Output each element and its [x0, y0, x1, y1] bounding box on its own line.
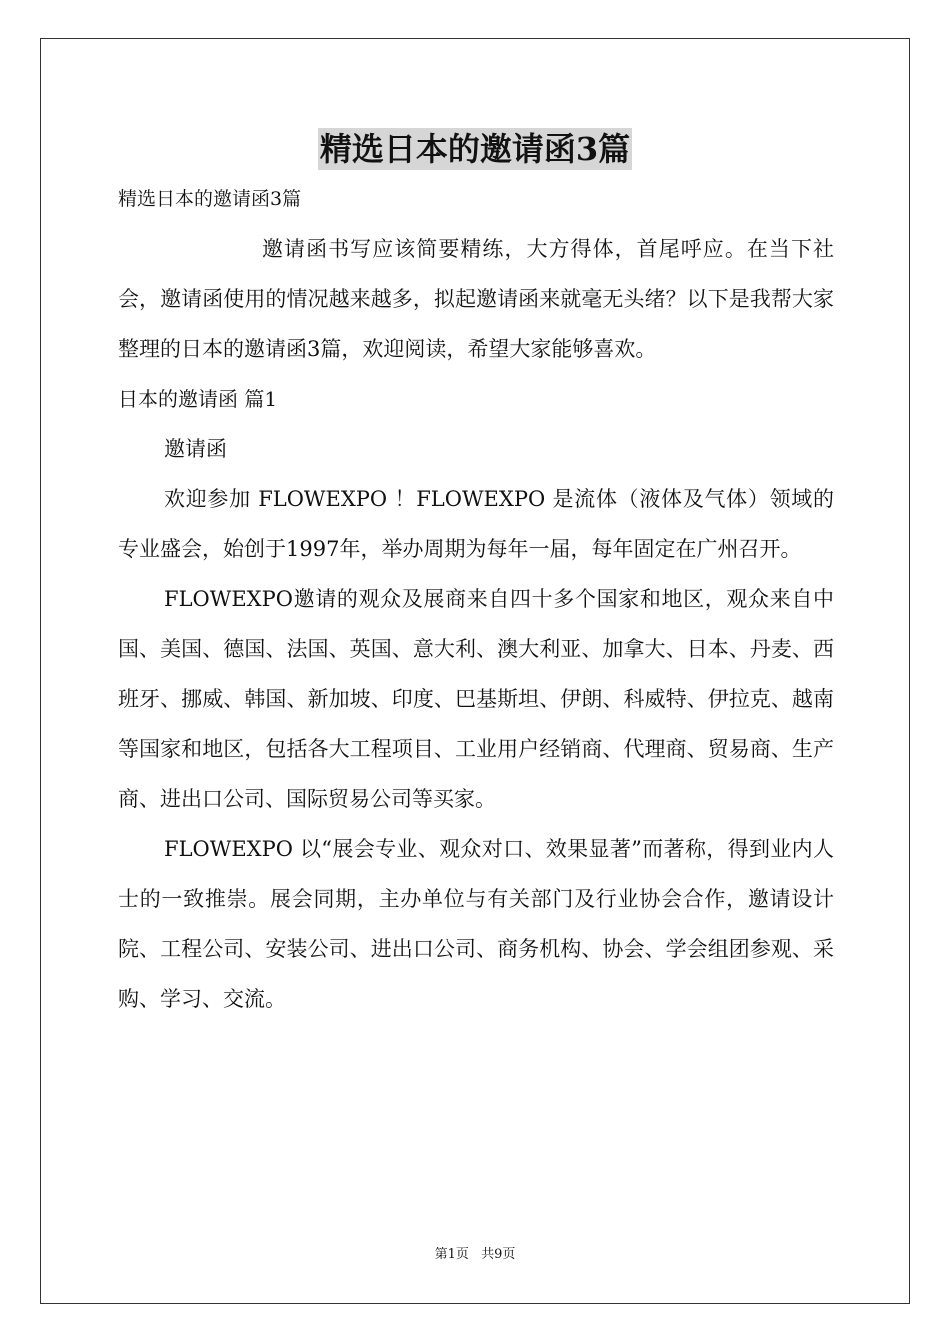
section-heading: 日本的邀请函 篇1: [118, 387, 278, 411]
intro-paragraph: 邀请函书写应该简要精练，大方得体，首尾呼应。在当下社会，邀请函使用的情况越来越多，拟起邀请函来就毫无头绪？以下是我帮大家整理的日本的邀请函3篇，欢迎阅读，希望大家能够喜欢。: [118, 237, 834, 361]
body-paragraph: FLOWEXPO 以“展会专业、观众对口、效果显著”而著称，得到业内人士的一致推崇。展会同期，主办单位与有关部门及行业协会合作，邀请设计院、工程公司、安装公司、进出口公司、商务机构、协会、学会组团参观、采购、学习、交流。: [118, 837, 834, 1011]
page-number: 第1页: [434, 1247, 469, 1262]
document-subtitle: 精选日本的邀请函3篇: [118, 188, 302, 210]
body-paragraph: FLOWEXPO邀请的观众及展商来自四十多个国家和地区，观众来自中国、美国、德国、法国、英国、意大利、澳大利亚、加拿大、日本、丹麦、西班牙、挪威、韩国、新加坡、印度、巴基斯坦、伊朗、科威特、伊拉克、越南等国家和地区，包括各大工程项目、工业用户经销商、代理商、贸易商、生产商、进出口公司、国际贸易公司等买家。: [118, 587, 834, 811]
document-body: [118, 182, 834, 1024]
page-footer: [0, 1246, 950, 1264]
letter-heading: 邀请函: [164, 437, 227, 461]
document-title: 精选日本的邀请函3篇: [319, 130, 631, 168]
body-paragraph: 欢迎参加 FLOWEXPO ！FLOWEXPO 是流体（液体及气体）领域的专业盛会，始创于1997年，举办周期为每年一届，每年固定在广州召开。: [118, 487, 834, 561]
page-total: 共9页: [481, 1247, 516, 1262]
title-container: [0, 128, 950, 170]
